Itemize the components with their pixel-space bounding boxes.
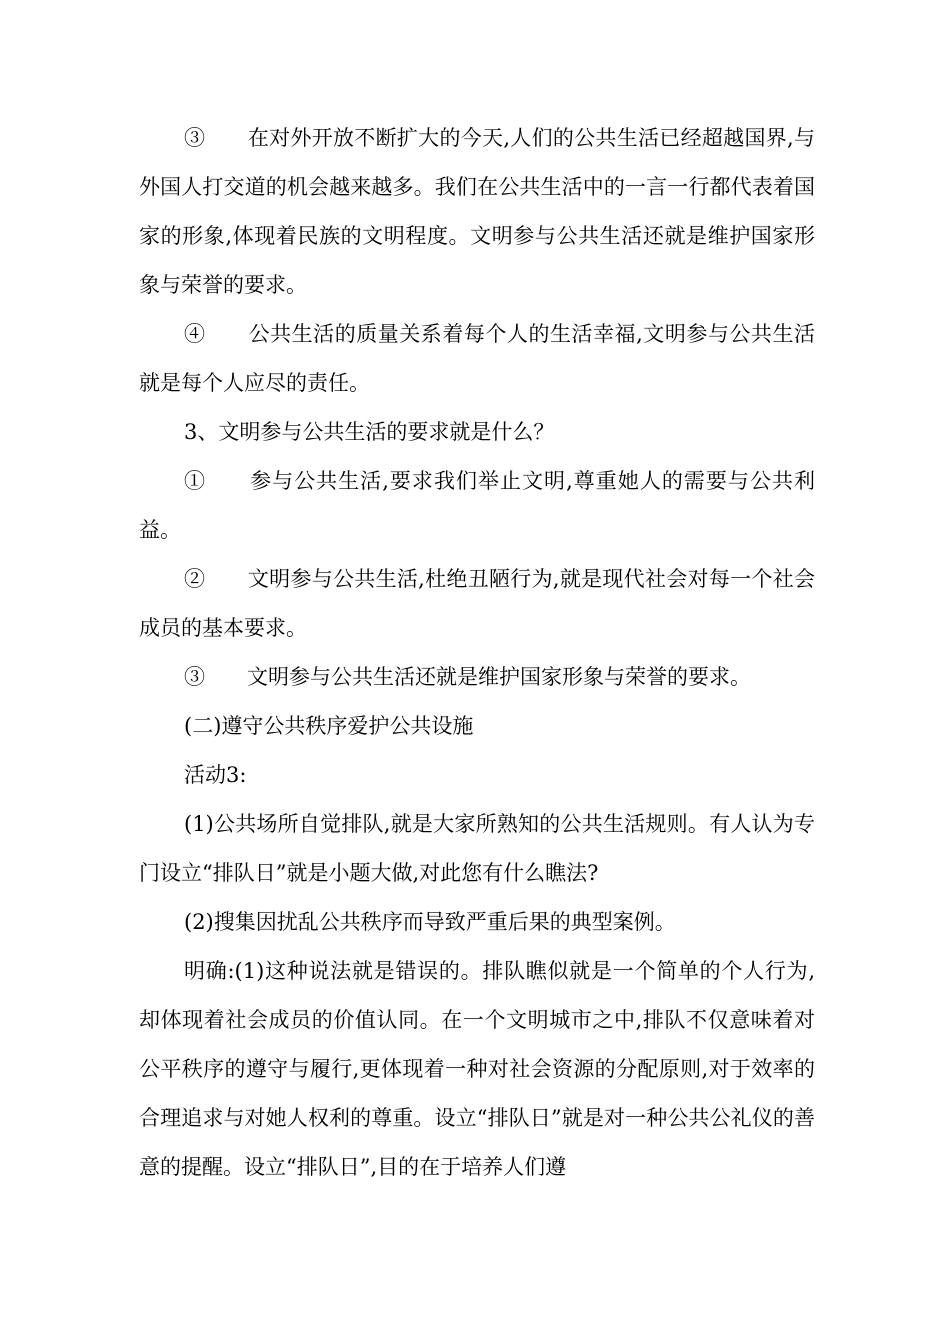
activity-item-1: (1)公共场所自觉排队,就是大家所熟知的公共生活规则。有人认为专门设立“排队日”就是小题大做,对此您有什么瞧法? xyxy=(139,812,815,885)
section-heading: (二)遵守公共秩序爱护公共设施 xyxy=(184,714,474,738)
paragraph-requirement-2: ② 文明参与公共生活,杜绝丑陋行为,就是现代社会对每一个社会成员的基本要求。 xyxy=(139,567,815,640)
paragraph-answer: 明确:(1)这种说法就是错误的。排队瞧似就是一个简单的个人行为,却体现着社会成员的价值认同。在一个文明城市之中,排队不仅意味着对公平秩序的遵守与履行,更体现着一种对社会资源的分配原则,对于效率的合理追求与对她人权利的尊重。设立“排队日”就是对一种公共公礼仪的善意的提醒。设立“排队日”,目的在于培养人们遵 xyxy=(139,959,815,1179)
question-heading: 3、文明参与公共生活的要求就是什么？ xyxy=(184,420,555,444)
activity-label: 活动3: xyxy=(184,763,247,787)
activity-item-2: (2)搜集因扰乱公共秩序而导致严重后果的典型案例。 xyxy=(184,910,676,934)
paragraph-requirement-1: ① 参与公共生活,要求我们举止文明,尊重她人的需要与公共利益。 xyxy=(139,469,815,542)
paragraph-national-image: ③ 在对外开放不断扩大的今天,人们的公共生活已经超越国界,与外国人打交道的机会越来越多。我们在公共生活中的一言一行都代表着国家的形象,体现着民族的文明程度。文明参与公共生活还就是维护国家形象与荣誉的要求。 xyxy=(139,126,815,297)
paragraph-personal-happiness: ④ 公共生活的质量关系着每个人的生活幸福,文明参与公共生活就是每个人应尽的责任。 xyxy=(139,322,815,395)
paragraph-requirement-3: ③ 文明参与公共生活还就是维护国家形象与荣誉的要求。 xyxy=(184,665,751,689)
document-page xyxy=(139,114,815,1192)
